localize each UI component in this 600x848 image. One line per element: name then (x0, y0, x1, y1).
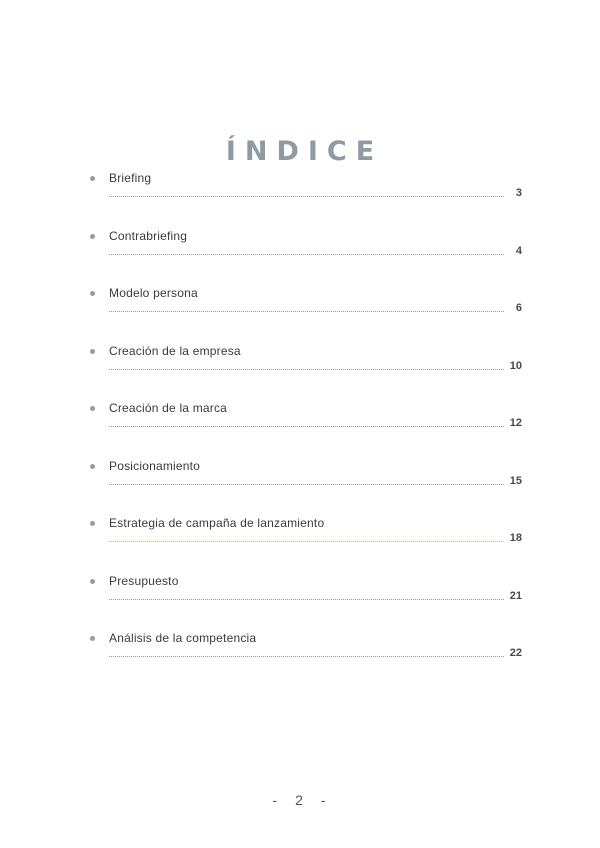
dotted-leader (109, 656, 504, 657)
toc-entry-label: Creación de la marca (109, 401, 228, 415)
toc-entry-contrabriefing[interactable] (88, 228, 524, 286)
dotted-leader (109, 369, 504, 370)
toc-entry-label: Contrabriefing (109, 228, 188, 243)
bullet-icon (90, 291, 95, 296)
toc-entry-label: Creación de la empresa (109, 343, 241, 358)
table-of-contents (88, 170, 524, 688)
toc-entry-page: 4 (515, 244, 522, 257)
page-footer (0, 792, 600, 808)
bullet-icon (90, 234, 95, 239)
footer-dash-left: - (272, 792, 280, 808)
toc-entry-page: 10 (509, 359, 522, 372)
toc-entry-creacion-empresa[interactable] (88, 343, 524, 401)
page-title: ÍNDICE (225, 136, 384, 168)
toc-entry-label: Estrategia de campaña de lanzamiento (109, 516, 325, 530)
toc-entry-label: Análisis de la competencia (109, 631, 257, 645)
dotted-leader (109, 196, 504, 197)
bullet-icon (90, 176, 95, 181)
toc-entry-creacion-marca[interactable] (88, 400, 524, 458)
bullet-icon (90, 349, 95, 354)
toc-entry-label: Modelo persona (109, 286, 198, 300)
toc-entry-modelo-persona[interactable] (88, 285, 524, 343)
toc-entry-page: 21 (509, 589, 522, 602)
footer-dash-right: - (320, 792, 328, 808)
toc-entry-label: Posicionamiento (109, 458, 201, 473)
toc-entry-label: Briefing (109, 171, 152, 185)
toc-entry-page: 3 (515, 187, 522, 199)
dotted-leader (109, 311, 504, 312)
toc-entry-page: 15 (509, 474, 522, 487)
dotted-leader (109, 426, 504, 427)
toc-entry-presupuesto[interactable] (88, 573, 524, 631)
footer-page-number: 2 (295, 792, 305, 808)
toc-entry-briefing[interactable] (88, 170, 524, 228)
toc-entry-estrategia-campana[interactable] (88, 515, 524, 573)
toc-entry-page: 12 (509, 417, 522, 429)
bullet-icon (90, 636, 95, 641)
dotted-leader (109, 254, 504, 255)
bullet-icon (90, 464, 95, 469)
dotted-leader (109, 599, 504, 600)
dotted-leader (109, 484, 504, 485)
bullet-icon (90, 406, 95, 411)
bullet-icon (90, 521, 95, 526)
toc-entry-page: 22 (509, 647, 522, 659)
bullet-icon (90, 579, 95, 584)
toc-entry-page: 18 (509, 532, 522, 544)
toc-entry-posicionamiento[interactable] (88, 458, 524, 516)
dotted-leader (109, 541, 504, 542)
toc-entry-label: Presupuesto (109, 573, 179, 588)
toc-entry-analisis-competencia[interactable] (88, 630, 524, 688)
toc-entry-page: 6 (515, 302, 522, 314)
